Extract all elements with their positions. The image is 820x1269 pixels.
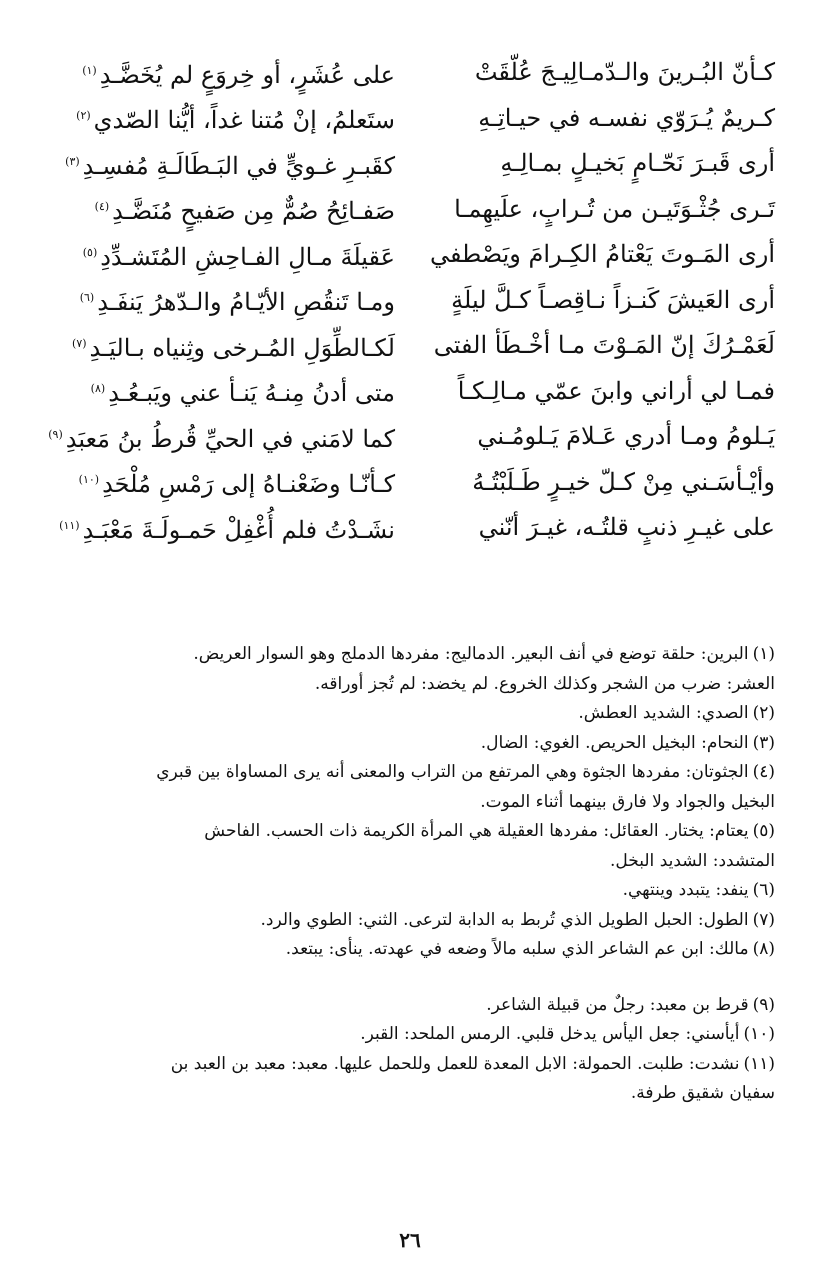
- verse-first-hemistich: تَـرى جُثْـوَتَيـن من تُـرابٍ، علَيهِمـا: [454, 194, 775, 223]
- verse-first-hemistich: أرى العَيشَ كَنـزاً نـاقِصـاً كـلَّ ليلَةٍ: [451, 285, 775, 314]
- footnote-marker: (٨): [90, 382, 106, 396]
- verse: [50, 50, 775, 96]
- verse-first-hemistich: كـأنّ البُـرينَ والـدّمـالِيـجَ عُلّقَتْ: [474, 58, 775, 87]
- footnote: (٥)يعتام: يختار. العقائل: مفردها العقيلة هي المرأة الكريمة ذات الحسب. الفاحش المتشدد: الشديد البخل.: [204, 821, 775, 871]
- verse-first-hemistich: يَـلومُ ومـا أدري عَـلامَ يَـلومُـني: [477, 422, 775, 451]
- footnote-marker: (٢): [76, 109, 91, 123]
- verse-second-hemistich: صَفـائِحُ صُمٌّ مِن صَفيحٍ مُنَضَّـدِ$^{(٤)}$: [94, 197, 395, 226]
- footnote: (٨)مالك: ابن عم الشاعر الذي سلبه مالاً وضعه في عهدته. ينأى: يبتعد.: [285, 939, 775, 959]
- verse-second-hemistich: كـأنّـا وضَعْنـاهُ إلى رَمْسِ مُلْحَدِ$^{(١٠)}$: [78, 470, 395, 499]
- verse-first-hemistich: فمـا لي أراني وابنَ عمّي مـالِـكـاً: [457, 376, 775, 405]
- footnotes: [55, 640, 775, 1109]
- footnote-marker: (٦): [79, 291, 95, 305]
- verse: [50, 141, 775, 187]
- footnote: (٢)الصدي: الشديد العطش.: [578, 703, 775, 723]
- footnote-marker: (١٠): [78, 473, 100, 487]
- footnote: (١١)نشدت: طلبت. الحمولة: الابل المعدة للعمل وللحمل عليها. معبد: معبد بن العبد بن سفيان شقيق طرفة.: [170, 1053, 775, 1103]
- verse-second-hemistich: كقَبـرِ غـويٍّ في البَـطَالَـةِ مُفسِـدِ$^{(٣)}$: [65, 151, 395, 180]
- page-number: ٢٦: [399, 1228, 421, 1252]
- verse-first-hemistich: وأيْـأسَـني مِنْ كـلّ خيـرٍ طَـلَبْتُـهُ: [472, 467, 775, 496]
- footnote-marker: (٣): [65, 154, 80, 168]
- footnote: (١٠)أيأسني: جعل اليأس يدخل قلبي. الرمس الملحد: القبر.: [360, 1024, 775, 1044]
- verse-second-hemistich: ومـا تَنقُصِ الأيّـامُ والـدّهرُ يَنفَـدِ$^{(٦)}$: [79, 288, 395, 317]
- verse-first-hemistich: كـريمٌ يُـرَوّي نفسـه في حيـاتِـهِ: [478, 103, 775, 132]
- verse-first-hemistich: أرى قَبـرَ نَحّـامٍ بَخيـلٍ بمـالِـهِ: [500, 149, 775, 178]
- verse-second-hemistich: عَقيلَةَ مـالِ الفـاحِشِ المُتَشـدِّدِ$^{(٥)}$: [82, 242, 395, 271]
- footnote-marker: (٧): [72, 336, 87, 350]
- footnote: (٣)النحام: البخيل الحريص. الغوي: الضال.: [480, 732, 775, 753]
- verse: [50, 414, 775, 460]
- verse: [50, 505, 775, 551]
- verse: [50, 232, 775, 278]
- footnote-marker: (٩): [48, 427, 63, 441]
- verse-first-hemistich: أرى المَـوتَ يَعْتامُ الكِـرامَ ويَصْطفي: [429, 240, 775, 269]
- verse: [50, 187, 775, 233]
- verse-second-hemistich: كما لامَني في الحيِّ قُرطُ بنُ مَعبَدِ$^{(٩)}$: [48, 424, 395, 453]
- poem: [50, 50, 775, 590]
- footnote: (٧)الطول: الحبل الطويل الذي تُربط به الدابة لترعى. الثني: الطوي والرد.: [260, 909, 775, 930]
- verse: [50, 369, 775, 415]
- verse-second-hemistich: متى أدنُ مِنـهُ يَنـأ عني ويَبـعُـدِ$^{(٨)}$: [90, 379, 395, 408]
- footnote: (٦)ينفد: يتبدد وينتهي.: [622, 880, 775, 900]
- footnote: (١)البرين: حلقة توضع في أنف البعير. الدماليج: مفردها الدملج وهو السوار العريض. العشر: ضرب من الشجر وكذلك الخروع. لم يخضد: لم تُجز أوراقه.: [193, 644, 775, 694]
- verse: [50, 323, 775, 369]
- footnote: (٤)الجثوتان: مفردها الجثوة وهي المرتفع من التراب والمعنى أنه يرى المساواة بين قبري البخيل والجواد ولا فارق بينهما أثناء الموت.: [156, 762, 775, 812]
- footnote-marker: (٤): [94, 200, 110, 214]
- verse-first-hemistich: لَعَمْـرُكَ إنّ المَـوْتَ مـا أخْـطَأ الفتى: [433, 331, 775, 360]
- verse-first-hemistich: على غيـرِ ذنبٍ قلتُـه، غيـرَ أنّني: [478, 513, 775, 542]
- verse-second-hemistich: نشَـدْتُ فلم أُغْفِلْ حَمـولَـةَ مَعْبَـدِ$^{(١١)}$: [59, 515, 395, 544]
- verse-second-hemistich: ستَعلمُ، إنْ مُتنا غداً، أيُّنا الصّدي$^{(٢)}$: [76, 106, 395, 135]
- footnote-marker: (٥): [82, 245, 98, 259]
- verse-second-hemistich: على عُشَرٍ، أو خِروَعٍ لم يُخَضَّـدِ$^{(١)}$: [82, 60, 395, 89]
- verse: [50, 278, 775, 324]
- footnote-marker: (١١): [59, 518, 80, 532]
- verse-second-hemistich: لَكـالطِّوَلِ المُـرخى وثِنياه بـاليَـدِ$^{(٧)}$: [72, 333, 395, 362]
- verse: [50, 460, 775, 506]
- footnote-separator: [55, 965, 775, 991]
- footnote-marker: (١): [82, 63, 97, 77]
- verse: [50, 96, 775, 142]
- footnote: (٩)قرط بن معبد: رجلٌ من قبيلة الشاعر.: [486, 994, 775, 1015]
